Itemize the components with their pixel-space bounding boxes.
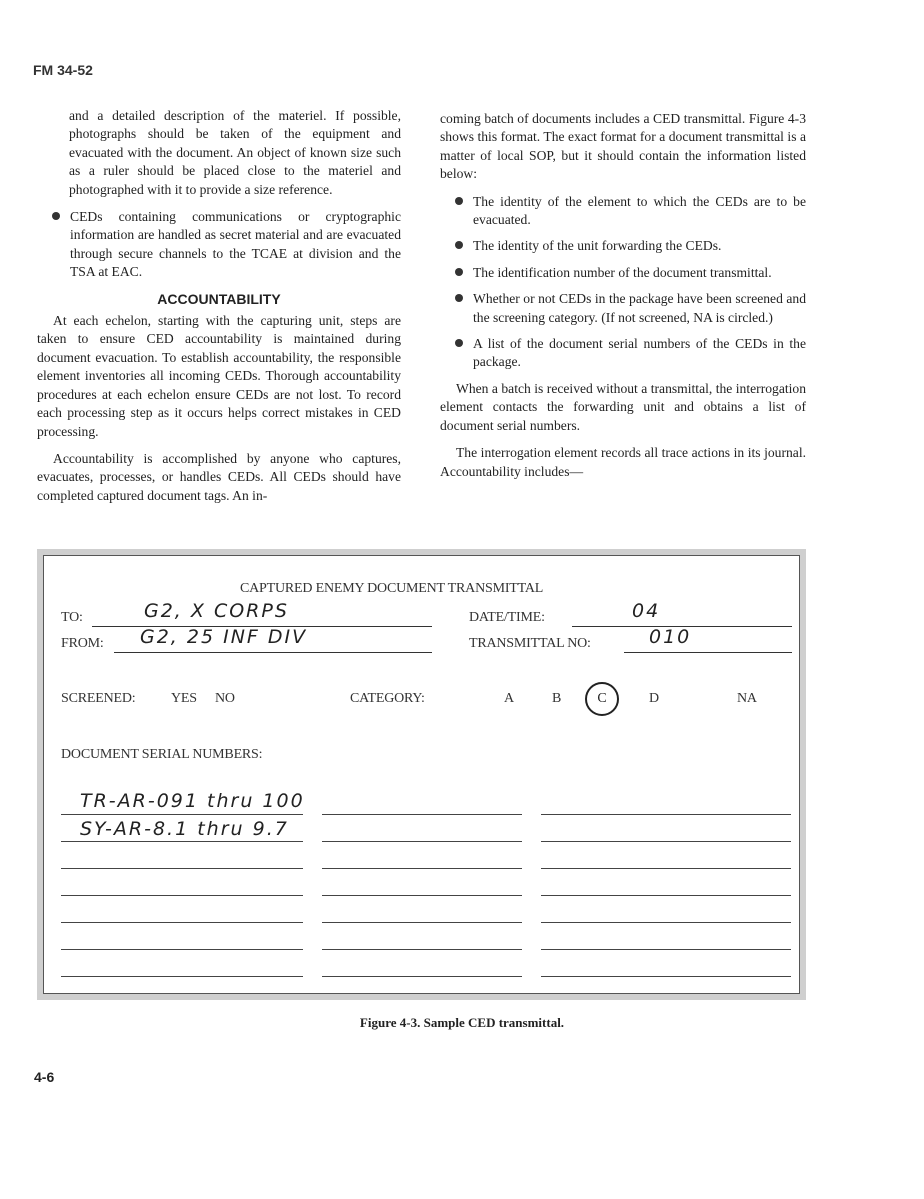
left-para-3: Accountability is accomplished by anyone who captures, evacuates, processes, or handles CEDs. All CEDs should have completed captured document tags. An in- [37, 450, 401, 503]
from-underline [114, 652, 432, 653]
left-bullet-1-text: CEDs containing communications or cryptographic information are handled as secret material and are evacuated through secure channels to the TCAE at division and the TSA at EAC. [70, 209, 401, 280]
serial-line[interactable] [322, 895, 522, 896]
left-column [37, 107, 401, 514]
right-para-2: When a batch is received without a transmittal, the interrogation element contacts the forwarding unit and obtains a list of document serial numbers. [440, 380, 806, 433]
serials-label: DOCUMENT SERIAL NUMBERS: [61, 747, 263, 762]
serial-line[interactable] [61, 976, 303, 977]
serial-line[interactable] [541, 895, 791, 896]
category-c-circled[interactable] [585, 682, 619, 716]
left-para-1: and a detailed description of the materiel. If possible, photographs should be taken of the equipment and evacuated with the document. An object of known size such as a ruler should be placed close to the materiel and photographed with it to provide a size reference. [69, 108, 401, 197]
serial-line[interactable] [541, 868, 791, 869]
right-bullet [440, 335, 806, 372]
serial-line[interactable] [322, 949, 522, 950]
screened-no[interactable]: NO [215, 691, 235, 706]
serial-line[interactable] [322, 976, 522, 977]
right-bullet-text: The identity of the element to which the CEDs are to be evacuated. [473, 193, 806, 228]
right-bullet-text: The identity of the unit forwarding the CEDs. [473, 238, 722, 254]
bullet-icon [52, 212, 60, 220]
category-a[interactable]: A [504, 691, 514, 706]
serial-line[interactable] [61, 895, 303, 896]
document-id: FM 34-52 [33, 62, 93, 78]
transmittal-label: TRANSMITTAL NO: [469, 636, 591, 651]
category-na[interactable]: NA [737, 691, 757, 706]
serial-line[interactable] [322, 922, 522, 923]
bullet-icon [455, 339, 463, 347]
category-c: C [597, 691, 607, 706]
right-bullet [440, 237, 806, 255]
right-column [440, 110, 806, 490]
category-d[interactable]: D [649, 691, 659, 706]
transmittal-value[interactable]: 010 [649, 626, 692, 648]
right-bullet [440, 290, 806, 327]
figure-caption: Figure 4-3. Sample CED transmittal. [359, 1015, 565, 1030]
bullet-icon [455, 294, 463, 302]
right-bullet [440, 264, 806, 282]
serial-line[interactable] [61, 868, 303, 869]
left-para-2: At each echelon, starting with the capturing unit, steps are taken to ensure CED accountability is maintained during document evacuation. To establish accountability, the responsible element inventories all incoming CEDs. Thorough accountability procedures at each echelon ensure CEDs are not lost. To record each processing step as it occurs helps correct mistakes in CED processing. [37, 313, 401, 439]
screened-label: SCREENED: [61, 691, 136, 706]
serial-line[interactable] [61, 841, 303, 842]
form-title: CAPTURED ENEMY DOCUMENT TRANSMITTAL [240, 581, 544, 596]
serial-line[interactable] [541, 976, 791, 977]
right-para-3: The interrogation element records all trace actions in its journal. Accountability includes— [440, 445, 806, 479]
from-label: FROM: [61, 636, 104, 651]
serial-line[interactable] [541, 922, 791, 923]
datetime-value[interactable]: 04 [632, 600, 661, 622]
category-b[interactable]: B [552, 691, 562, 706]
serial-entry-2[interactable]: SY-AR-8.1 thru 9.7 [80, 818, 289, 840]
section-heading: ACCOUNTABILITY [157, 290, 281, 307]
to-value[interactable]: G2, X CORPS [144, 600, 289, 622]
to-label: TO: [61, 610, 83, 625]
serial-line[interactable] [322, 814, 522, 815]
form-border [43, 555, 800, 994]
bullet-icon [455, 268, 463, 276]
right-para-1: coming batch of documents includes a CED transmittal. Figure 4-3 shows this format. The exact format for a document transmittal is a matter of local SOP, but it should contain the information listed below: [440, 111, 806, 182]
transmittal-underline [624, 652, 792, 653]
transmittal-form [37, 549, 806, 1000]
category-label: CATEGORY: [350, 691, 425, 706]
page-number: 4-6 [34, 1069, 55, 1085]
bullet-icon [455, 241, 463, 249]
right-bullet-text: Whether or not CEDs in the package have been screened and the screening category. (If not screened, NA is circled.) [473, 291, 806, 325]
serial-line[interactable] [61, 922, 303, 923]
serial-line[interactable] [541, 949, 791, 950]
serial-line[interactable] [322, 868, 522, 869]
serial-entry-1[interactable]: TR-AR-091 thru 100 [80, 790, 305, 812]
bullet-icon [455, 197, 463, 205]
left-bullet-1 [37, 208, 401, 282]
right-bullet [440, 193, 806, 230]
screened-yes[interactable]: YES [171, 691, 197, 706]
serial-line[interactable] [541, 814, 791, 815]
right-bullet-text: A list of the document serial numbers of the CEDs in the package. [473, 336, 806, 370]
right-bullet-text: The identification number of the document transmittal. [473, 264, 772, 280]
serial-line[interactable] [61, 814, 303, 815]
from-value[interactable]: G2, 25 INF DIV [140, 626, 308, 648]
datetime-label: DATE/TIME: [469, 610, 545, 625]
serial-line[interactable] [61, 949, 303, 950]
serial-line[interactable] [541, 841, 791, 842]
serial-line[interactable] [322, 841, 522, 842]
